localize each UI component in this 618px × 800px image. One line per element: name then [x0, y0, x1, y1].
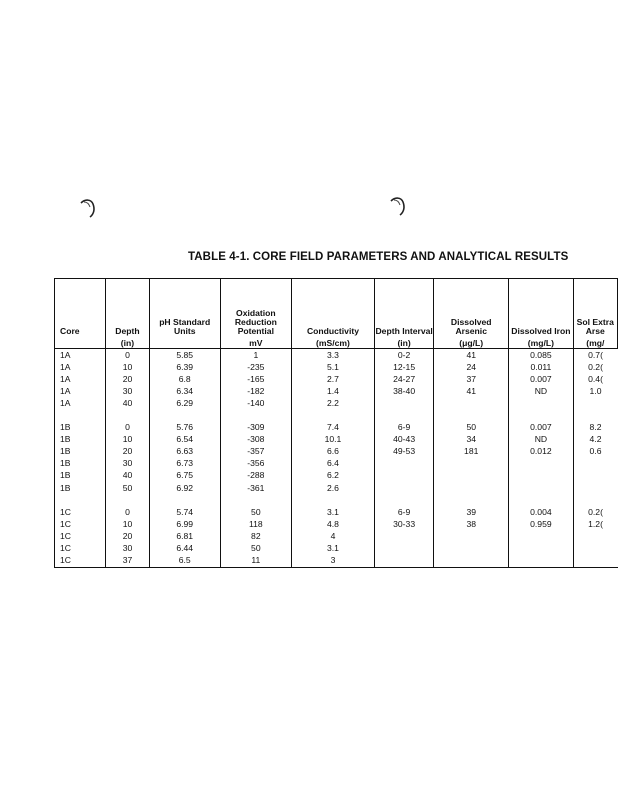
table-row [55, 349, 618, 362]
table-cell [573, 397, 617, 409]
table-cell: 6-9 [375, 506, 434, 518]
table-cell [509, 555, 573, 568]
table-cell [509, 397, 573, 409]
table-cell [434, 397, 509, 409]
table-cell: 37 [434, 373, 509, 385]
table-cell: 0.4( [588, 373, 603, 384]
table-cell: 10 [106, 434, 149, 446]
table-cell [573, 530, 617, 542]
table-cell: 6.4 [291, 458, 374, 470]
column-unit [55, 338, 106, 349]
table-cell: 0 [106, 349, 149, 362]
table-row [55, 385, 618, 397]
table-cell: 5.74 [149, 506, 220, 518]
table-cell: 2.6 [291, 482, 374, 494]
table-cell: 6.39 [149, 361, 220, 373]
table-cell [220, 494, 291, 506]
table-cell: 6.63 [149, 446, 220, 458]
table-cell: 6.73 [149, 458, 220, 470]
table-cell: 20 [106, 373, 149, 385]
table-cell: ND [509, 434, 573, 446]
table-cell: 38-40 [375, 385, 434, 397]
table-cell: 40 [106, 470, 149, 482]
table-cell: 0.085 [509, 349, 573, 362]
table-cell: 2.2 [291, 397, 374, 409]
table-cell: 41 [434, 349, 509, 362]
table-cell: 8.2 [589, 422, 602, 433]
table-cell: -182 [220, 385, 291, 397]
table-cell: -357 [220, 446, 291, 458]
table-cell: -288 [220, 470, 291, 482]
table-cell: -165 [220, 373, 291, 385]
table-cell: 1.2( [588, 518, 603, 529]
table-cell [375, 543, 434, 555]
table-cell: 6.5 [149, 555, 220, 568]
table-cell: 1C [55, 506, 106, 518]
column-header: Dissolved Iron [509, 279, 573, 339]
table-cell [55, 409, 106, 421]
table-cell: 0.007 [509, 373, 573, 385]
table-cell [573, 494, 617, 506]
table-cell: -308 [220, 434, 291, 446]
table-cell: 1A [55, 349, 106, 362]
table-cell: 118 [220, 518, 291, 530]
table-cell [434, 470, 509, 482]
table-cell: 5.85 [149, 349, 220, 362]
table-cell [573, 555, 617, 568]
table-cell [434, 555, 509, 568]
table-cell: 1A [55, 361, 106, 373]
table-cell [434, 409, 509, 421]
table-cell: 3.1 [291, 506, 374, 518]
table-cell [434, 458, 509, 470]
column-unit: (mg/L) [509, 338, 573, 349]
column-unit: (μg/L) [434, 338, 509, 349]
curl-mark [78, 196, 100, 220]
table-cell: -361 [220, 482, 291, 494]
table-cell: -235 [220, 361, 291, 373]
table-cell [106, 494, 149, 506]
table-cell: 0 [106, 506, 149, 518]
table-cell [573, 543, 617, 555]
table-cell: 10.1 [291, 434, 374, 446]
table-cell: 0.959 [509, 518, 573, 530]
column-header: Dissolved Arsenic [434, 279, 509, 339]
table-cell: 1C [55, 543, 106, 555]
column-header: pH Standard Units [149, 279, 220, 339]
table-row [55, 543, 618, 555]
table-row [55, 482, 618, 494]
table-cell: 1C [55, 518, 106, 530]
table-cell: 30-33 [375, 518, 434, 530]
table-row [55, 530, 618, 542]
table-row [55, 409, 618, 421]
table-cell: 6.92 [149, 482, 220, 494]
table-cell: 1.4 [291, 385, 374, 397]
table-cell: 37 [106, 555, 149, 568]
table-cell: 1B [55, 446, 106, 458]
table-cell: 1 [220, 349, 291, 362]
table-cell: 5.1 [291, 361, 374, 373]
table-cell: 41 [434, 385, 509, 397]
table-cell: 0.007 [509, 422, 573, 434]
table-cell [434, 482, 509, 494]
table-cell: 10 [106, 361, 149, 373]
table-row [55, 446, 618, 458]
table-cell: 20 [106, 530, 149, 542]
table-cell: 0-2 [375, 349, 434, 362]
table-cell: 24 [434, 361, 509, 373]
table-cell: 38 [434, 518, 509, 530]
table-cell [509, 458, 573, 470]
table-cell [434, 543, 509, 555]
table-cell: 6.2 [291, 470, 374, 482]
table-row [55, 555, 618, 568]
table-cell [291, 494, 374, 506]
column-header: Sol Extra Arse [573, 279, 617, 339]
table-cell [573, 470, 617, 482]
table-cell [573, 482, 617, 494]
column-header: Core [55, 279, 106, 339]
header-row [55, 279, 618, 339]
table-cell: 3.3 [291, 349, 374, 362]
table-cell: 34 [434, 434, 509, 446]
table-cell [375, 482, 434, 494]
table-row [55, 458, 618, 470]
table-row [55, 494, 618, 506]
column-header: Conductivity [291, 279, 374, 339]
table-cell: 6.8 [149, 373, 220, 385]
table-cell: 30 [106, 458, 149, 470]
table-cell: 2.7 [291, 373, 374, 385]
table-cell: 12-15 [375, 361, 434, 373]
table-cell: 0.2( [588, 506, 603, 517]
table-cell: 6.6 [291, 446, 374, 458]
table-cell: 6-9 [375, 422, 434, 434]
table-cell [375, 470, 434, 482]
table-cell: 181 [434, 446, 509, 458]
table-cell: 5.76 [149, 422, 220, 434]
table-cell [573, 409, 617, 421]
table-cell: 0.011 [509, 361, 573, 373]
table-cell: 1A [55, 373, 106, 385]
table-row [55, 397, 618, 409]
table-cell: 4.8 [291, 518, 374, 530]
table-cell: -356 [220, 458, 291, 470]
table-cell: ND [509, 385, 573, 397]
table-cell: 1A [55, 385, 106, 397]
table-cell: 40 [106, 397, 149, 409]
table-cell [509, 530, 573, 542]
table-cell [375, 555, 434, 568]
table-cell: 24-27 [375, 373, 434, 385]
table-row [55, 518, 618, 530]
table-cell: 1C [55, 530, 106, 542]
table-row [55, 470, 618, 482]
table-cell: 10 [106, 518, 149, 530]
table-cell: 6.44 [149, 543, 220, 555]
column-header: Depth [106, 279, 149, 339]
table-row [55, 361, 618, 373]
table-cell [291, 409, 374, 421]
table-cell [106, 409, 149, 421]
table-cell: -140 [220, 397, 291, 409]
table-cell: 49-53 [375, 446, 434, 458]
table-cell: 4.2 [589, 434, 602, 445]
table-cell: 7.4 [291, 422, 374, 434]
table-cell: 1B [55, 422, 106, 434]
column-unit [149, 338, 220, 349]
table-cell: 3.1 [291, 543, 374, 555]
table-title: TABLE 4-1. CORE FIELD PARAMETERS AND ANALYTICAL RESULTS [188, 251, 569, 263]
column-unit: (mS/cm) [291, 338, 374, 349]
table-cell: 1B [55, 434, 106, 446]
table-cell [509, 482, 573, 494]
table-cell [375, 397, 434, 409]
table-cell [434, 530, 509, 542]
table-body [55, 349, 618, 568]
unit-row [55, 338, 618, 349]
table-cell: 20 [106, 446, 149, 458]
table-cell: 0.7( [588, 349, 603, 360]
table-cell: 0.2( [588, 361, 603, 372]
table-cell: 50 [220, 506, 291, 518]
table-row [55, 434, 618, 446]
table-cell: 11 [220, 555, 291, 568]
table-cell: 1B [55, 482, 106, 494]
table-cell: 1.0 [589, 385, 602, 396]
table-cell: 3 [291, 555, 374, 568]
table-cell: 30 [106, 543, 149, 555]
table-cell [375, 530, 434, 542]
table-cell [55, 494, 106, 506]
table-cell: 82 [220, 530, 291, 542]
table-cell: 6.54 [149, 434, 220, 446]
table-cell [149, 494, 220, 506]
table-cell [573, 458, 617, 470]
table-cell: 39 [434, 506, 509, 518]
table-cell: 6.81 [149, 530, 220, 542]
column-unit: (in) [106, 338, 149, 349]
table-cell [149, 409, 220, 421]
table-cell: 0 [106, 422, 149, 434]
table-cell [434, 494, 509, 506]
table-cell: 50 [434, 422, 509, 434]
table-cell: -309 [220, 422, 291, 434]
table-cell: 6.34 [149, 385, 220, 397]
table-cell [509, 543, 573, 555]
table-cell: 1B [55, 470, 106, 482]
table-row [55, 506, 618, 518]
table-cell: 1C [55, 555, 106, 568]
table-cell [375, 458, 434, 470]
column-unit: mV [220, 338, 291, 349]
table-cell: 0.004 [509, 506, 573, 518]
table-cell: 50 [220, 543, 291, 555]
table-cell: 30 [106, 385, 149, 397]
table-cell: 40-43 [375, 434, 434, 446]
table-row [55, 373, 618, 385]
column-unit: (in) [375, 338, 434, 349]
curl-mark [388, 194, 410, 218]
table-cell: 0.012 [509, 446, 573, 458]
table-cell [509, 470, 573, 482]
table-cell: 6.29 [149, 397, 220, 409]
column-header: Depth Interval [375, 279, 434, 339]
column-unit: (mg/ [573, 338, 617, 349]
results-table [54, 278, 618, 568]
table-cell: 50 [106, 482, 149, 494]
table-cell: 4 [291, 530, 374, 542]
table-cell [375, 409, 434, 421]
table-cell [509, 494, 573, 506]
table-cell: 1A [55, 397, 106, 409]
table-cell: 6.99 [149, 518, 220, 530]
table-cell: 1B [55, 458, 106, 470]
table-row [55, 422, 618, 434]
table-cell [375, 494, 434, 506]
table-cell: 0.6 [589, 446, 602, 457]
column-header: Oxidation Reduction Potential [220, 279, 291, 339]
table-cell [220, 409, 291, 421]
table-cell: 6.75 [149, 470, 220, 482]
table-cell [509, 409, 573, 421]
